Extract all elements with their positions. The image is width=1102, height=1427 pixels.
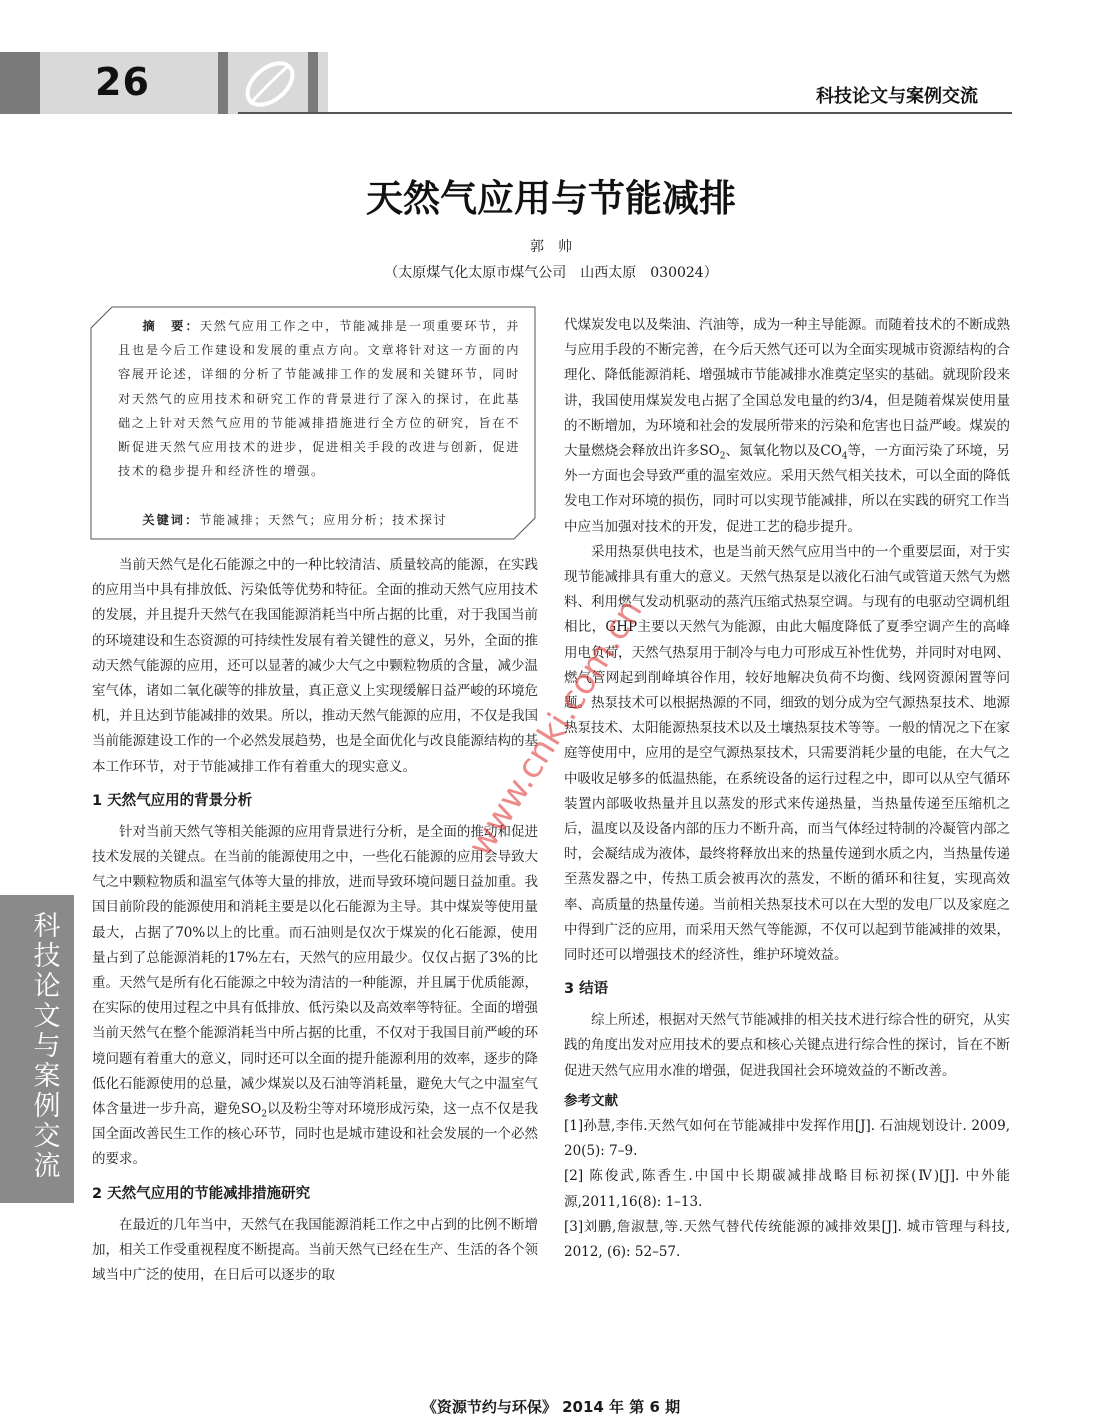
journal-section-header: 科技论文与案例交流	[816, 86, 978, 107]
chem-subscript: 2	[261, 1109, 268, 1120]
article-title: 天然气应用与节能减排	[366, 177, 736, 220]
chem-subscript: 2	[719, 451, 726, 462]
abstract-label: 摘 要：	[142, 319, 200, 333]
header-bar-segment	[218, 52, 228, 114]
conclusion-paragraph: 综上所述，根据对天然气节能减排的相关技术进行综合性的研究，从实践的角度出发对应用技术的要点和核心关键点进行综合性的探讨，旨在不断促进天然气应用水准的增强，促进我国社会环境效益的不断改善。	[564, 1012, 1010, 1079]
section-2-heading: 2 天然气应用的节能减排措施研究	[92, 1185, 311, 1202]
watermark: www.cnki.com.cn	[460, 592, 651, 864]
intro-paragraph: 当前天然气是化石能源之中的一种比较清洁、质量较高的能源，在实践的应用当中具有排放低、污染低等优势和特征。全面的推动天然气应用技术的发展，并且提升天然气在我国能源消耗当中所占据的比重，对于我国当前的环境建设和生态资源的可持续性发展有着关键性的意义，另外，全面的推动天然气能源的应用，还可以显著的减少大气之中颗粒物质的含量，减少温室气体，诸如二氧化碳等的排放量，真正意义上实现缓解日益严峻的环境危机，并且达到节能减排的效果。所以，推动天然气能源的应用，不仅是我国当前能源建设工作的一个必然发展趋势，也是全面优化与改良能源结构的基本工作环节，对于节能减排工作有着重大的现实意义。	[92, 557, 538, 775]
header-bar-segment	[0, 52, 40, 114]
footer-issue: 《资源节约与环保》 2014 年 第 6 期	[421, 1398, 681, 1416]
section-1-text: 针对当前天然气等相关能源的应用背景进行分析，是全面的推动和促进技术发展的关键点。在当前的能源使用之中，一些化石能源的应用会导致大气之中颗粒物质和温室气体等大量的排放，进而导致环境问题日益加重。我国目前阶段的能源使用和消耗主要是以化石能源为主导。其中煤炭等使用量最大，占据了70%以上的比重。而石油则是仅次于煤炭的化石能源，使用量占到了总能源消耗的17%左右，天然气的应用最少。仅仅占据了3%的比重。天然气是所有化石能源之中较为清洁的一种能源，并且属于优质能源，在实际的使用过程之中具有低排放、低污染以及高效率等特征。全面的增强当前天然气在整个能源消耗当中所占据的比重，不仅对于我国目前严峻的环境问题有着重大的意义，同时还可以全面的提升能源利用的效率，逐步的降低化石能源使用的总量，减少煤炭以及石油等消耗量，避免大气之中温室气体含量进一步升高，避免	[92, 823, 538, 1118]
article-author: 郭 帅	[530, 239, 572, 255]
section-3-heading: 3 结语	[564, 981, 609, 998]
side-banner-text: 科技论文与案例交流	[33, 911, 61, 1182]
section-2-paragraph-cont	[564, 313, 1010, 540]
abstract-text: 天然气应用工作之中，节能减排是一项重要环节，并且也是今后工作建设和发展的重点方向。文章将针对这一方面的内容展开论述，详细的分析了节能减排工作的发展和关键环节，同时对天然气的应用技术和研究工作的背景进行了深入的探讨，在此基础之上针对天然气应用的节能减排措施进行全方位的研究，旨在不断促进天然气应用技术的进步，促进相关手段的改进与创新，促进技术的稳步提升和经济性的增强。	[118, 319, 520, 479]
page-number: 26	[95, 60, 150, 104]
keywords-label: 关键词：	[142, 513, 200, 527]
leaf-logo-icon	[232, 56, 304, 112]
header-divider	[238, 112, 1012, 114]
section-1-text-end: 以及粉尘等对环境形成污染，这一点不仅是我国全面改善民生工作的核心环节，同时也是城市建设和社会发展的一个必然的要求。	[92, 1101, 539, 1168]
keywords	[118, 508, 520, 532]
references-heading: 参考文献	[564, 1092, 618, 1109]
header-bar-segment	[318, 52, 328, 114]
section-2-text-mid: 、氮氧化物以及	[725, 443, 821, 460]
abstract	[118, 314, 520, 483]
chem-so2: SO	[241, 1101, 262, 1118]
section-2-text-end: 等，一方面污染了环境，另外一方面也会导致严重的温室效应。采用天然气相关技术，可以全面的降低发电工作对环境的损伤，同时可以实现节能减排，所以在实践的研究工作当中应当加强对技术的开发，促进工艺的稳步提升。	[564, 443, 1011, 535]
right-column	[564, 313, 1010, 1265]
keywords-text: 节能减排；天然气；应用分析；技术探讨	[199, 513, 448, 527]
chem-co4: CO	[820, 443, 842, 460]
section-2-paragraph-2: 采用热泵供电技术，也是当前天然气应用当中的一个重要层面，对于实现节能减排具有重大的意义。天然气热泵是以液化石油气或管道天然气为燃料、利用燃气发动机驱动的蒸汽压缩式热泵空调。与现有的电驱动空调机组相比，GHP主要以天然气为能源，由此大幅度降低了夏季空调产生的高峰用电负荷，天然气热泵用于制冷与电力可形成互补性优势，并同时对电网、燃气管网起到削峰填谷作用，较好地解决负荷不均衡、线网资源闲置等问题。热泵技术可以根据热源的不同，细致的划分成为空气源热泵技术、地源热泵技术、太阳能源热泵技术以及土壤热泵技术等等。一般的情况之下在家庭等使用中，应用的是空气源热泵技术，只需要消耗少量的电能，在大气之中吸收足够多的低温热能，在系统设备的运行过程之中，即可以从空气循环装置内部吸收热量并且以蒸发的形式来传递热量，当热量传递至压缩机之后，温度以及设备内部的压力不断升高，而当气体经过特制的冷凝管内部之时，会凝结成为液体，最终将释放出来的热量传递到水质之内，当热量传递至蒸发器之中，传热工质会被再次的蒸发，不断的循环和往复，实现高效率、高质量的热量传递。当前相关热泵技术可以在大型的发电厂以及家庭之中得到广泛的应用，而采用天然气等能源，不仅可以起到节能减排的效果，同时还可以增强技术的经济性，维护环境效益。	[564, 543, 1010, 964]
header-bar-segment	[308, 52, 318, 114]
left-column	[92, 553, 538, 1288]
reference-item: [3]刘鹏,詹淑慧,等.天然气替代传统能源的减排效果[J]. 城市管理与科技, 2012, (6): 52–57.	[564, 1218, 1010, 1260]
reference-item: [2] 陈俊武,陈香生.中国中长期碳减排战略目标初探(Ⅳ)[J]. 中外能源,2011,16(8): 1–13.	[564, 1168, 1010, 1210]
section-1-heading: 1 天然气应用的背景分析	[92, 792, 253, 809]
section-1-paragraph	[92, 820, 538, 1173]
reference-item: [1]孙慧,李伟.天然气如何在节能减排中发挥作用[J]. 石油规划设计. 2009, 20(5): 7–9.	[564, 1117, 1010, 1160]
article-affiliation: （太原煤气化太原市煤气公司 山西太原 030024）	[384, 265, 718, 281]
chem-so2: SO	[699, 443, 720, 460]
section-2-paragraph-start: 在最近的几年当中，天然气在我国能源消耗工作之中占到的比例不断增加，相关工作受重视程度不断提高。当前天然气已经在生产、生活的各个领域当中广泛的使用，在日后可以逐步的取	[92, 1216, 538, 1284]
chem-subscript: 4	[841, 451, 848, 462]
section-2-text: 代煤炭发电以及柴油、汽油等，成为一种主导能源。而随着技术的不断成熟与应用手段的不断完善，在今后天然气还可以为全面实现城市资源结构的合理化、降低能源消耗、增强城市节能减排水准奠定坚实的基础。就现阶段来讲，我国使用煤炭发电占据了全国总发电量的约3/4，但是随着煤炭使用量的不断增加，为环境和社会的发展所带来的污染和危害也日益严峻。煤炭的大量燃烧会释放出许多	[564, 317, 1010, 460]
